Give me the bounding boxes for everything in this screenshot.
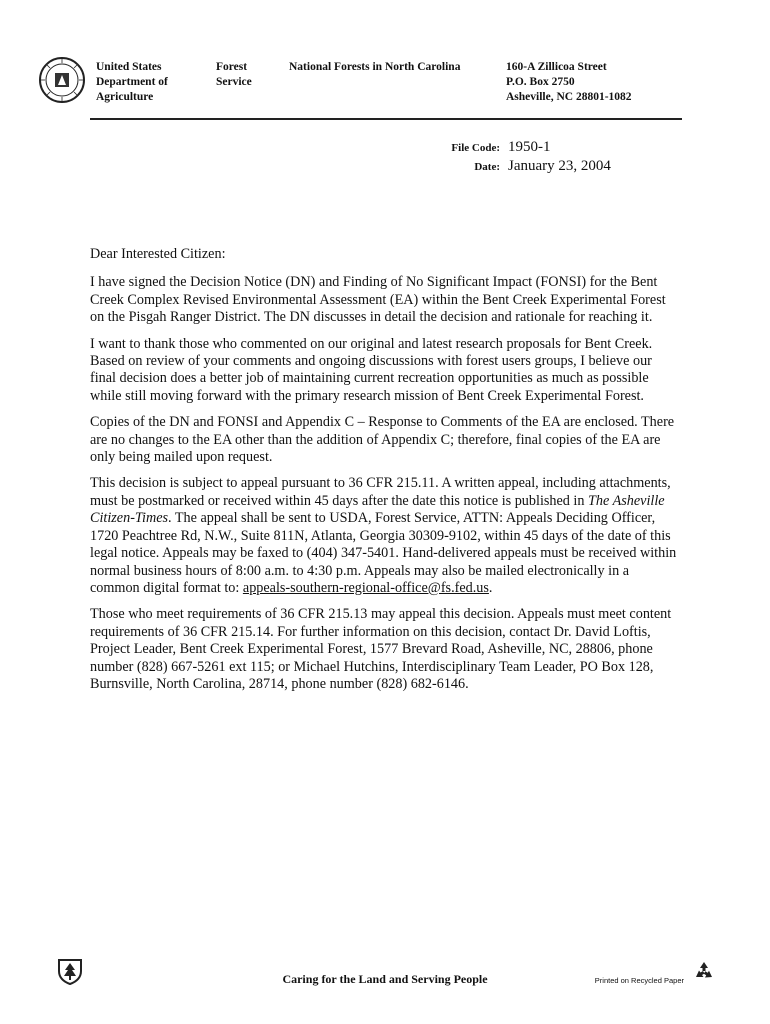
- paragraph-4-text-c: .: [488, 579, 493, 596]
- paragraph-1: I have signed the Decision Notice (DN) and Finding of No Significant Impact (FONSI) for the Bent Creek Complex Revised Environmental Assessment (EA) within the Bent Creek Experimental Forest on the Pisgah Ranger District. The DN discusses in detail the decision and rationale for reaching it.: [90, 274, 666, 326]
- header-rule: [90, 118, 682, 120]
- paragraph-4-text-a: This decision is subject to appeal pursuant to 36 CFR 215.11. A written appeal, including attachments, must be postmarked or received within 45 days after the date this notice is published in: [90, 475, 671, 509]
- date-row: [400, 158, 700, 177]
- forest-service-shield-icon: [57, 957, 83, 985]
- file-code-label: File Code:: [451, 142, 500, 154]
- agency-name: United States Department of Agriculture: [96, 61, 168, 103]
- date-value: January 23, 2004: [508, 158, 611, 174]
- paragraph-3: Copies of the DN and FONSI and Appendix C – Response to Comments of the EA are enclosed. There are no changes to the EA other than the addition of Appendix C; therefore, final copies of the EA are only being mailed upon request.: [90, 414, 675, 466]
- file-meta: [400, 139, 700, 177]
- usda-seal-icon: [38, 56, 86, 104]
- paragraph-4-text-b: . The appeal shall be sent to USDA, Forest Service, ATTN: Appeals Deciding Officer, 1720 Peachtree Rd, N.W., Suite 811N, Atlanta, Georgia 30309-9102, within 45 days of the date of this legal notice. Appeals may be faxed to (404) 347-5401. Hand-delivered appeals must be received within normal business hours of 8:00 a.m. to 4:30 p.m. Appeals may also be mailed electronically in a common digital format to:: [90, 510, 677, 596]
- recycle-icon: [693, 960, 715, 982]
- file-code-value: 1950-1: [508, 139, 551, 155]
- salutation: Dear Interested Citizen:: [90, 246, 226, 262]
- date-label: Date:: [474, 161, 500, 173]
- file-code-row: [400, 139, 700, 158]
- office-address: 160-A Zillicoa Street P.O. Box 2750 Asheville, NC 28801-1082: [506, 61, 632, 103]
- letter-body: [90, 246, 680, 702]
- unit-name: National Forests in North Carolina: [289, 61, 461, 73]
- appeals-email-link[interactable]: appeals-southern-regional-office@fs.fed.us: [242, 579, 489, 596]
- service-name: Forest Service: [216, 61, 252, 88]
- newspaper-name: The Asheville Citizen-Times: [90, 492, 665, 527]
- paragraph-4: [90, 475, 680, 597]
- footer-motto: Caring for the Land and Serving People: [282, 972, 488, 986]
- paragraph-5: Those who meet requirements of 36 CFR 215.13 may appeal this decision. Appeals must meet content requirements of 36 CFR 215.14. For further information on this decision, contact Dr. David Loftis, Project Leader, Bent Creek Experimental Forest, 1577 Brevard Road, Asheville, NC, 28806, phone number (828) 667-5261 ext 115; or Michael Hutchins, Interdisciplinary Team Leader, PO Box 128, Burnsville, North Carolina, 28714, phone number (828) 682-6146.: [90, 606, 672, 692]
- recycled-paper-note: Printed on Recycled Paper: [594, 976, 684, 985]
- paragraph-2: I want to thank those who commented on our original and latest research proposals for Bent Creek. Based on review of your comments and ongoing discussions with forest users groups, I believe our final decision does a better job of maintaining current recreation opportunities as much as possible while still moving forward with the primary research mission of Bent Creek Experimental Forest.: [90, 335, 653, 404]
